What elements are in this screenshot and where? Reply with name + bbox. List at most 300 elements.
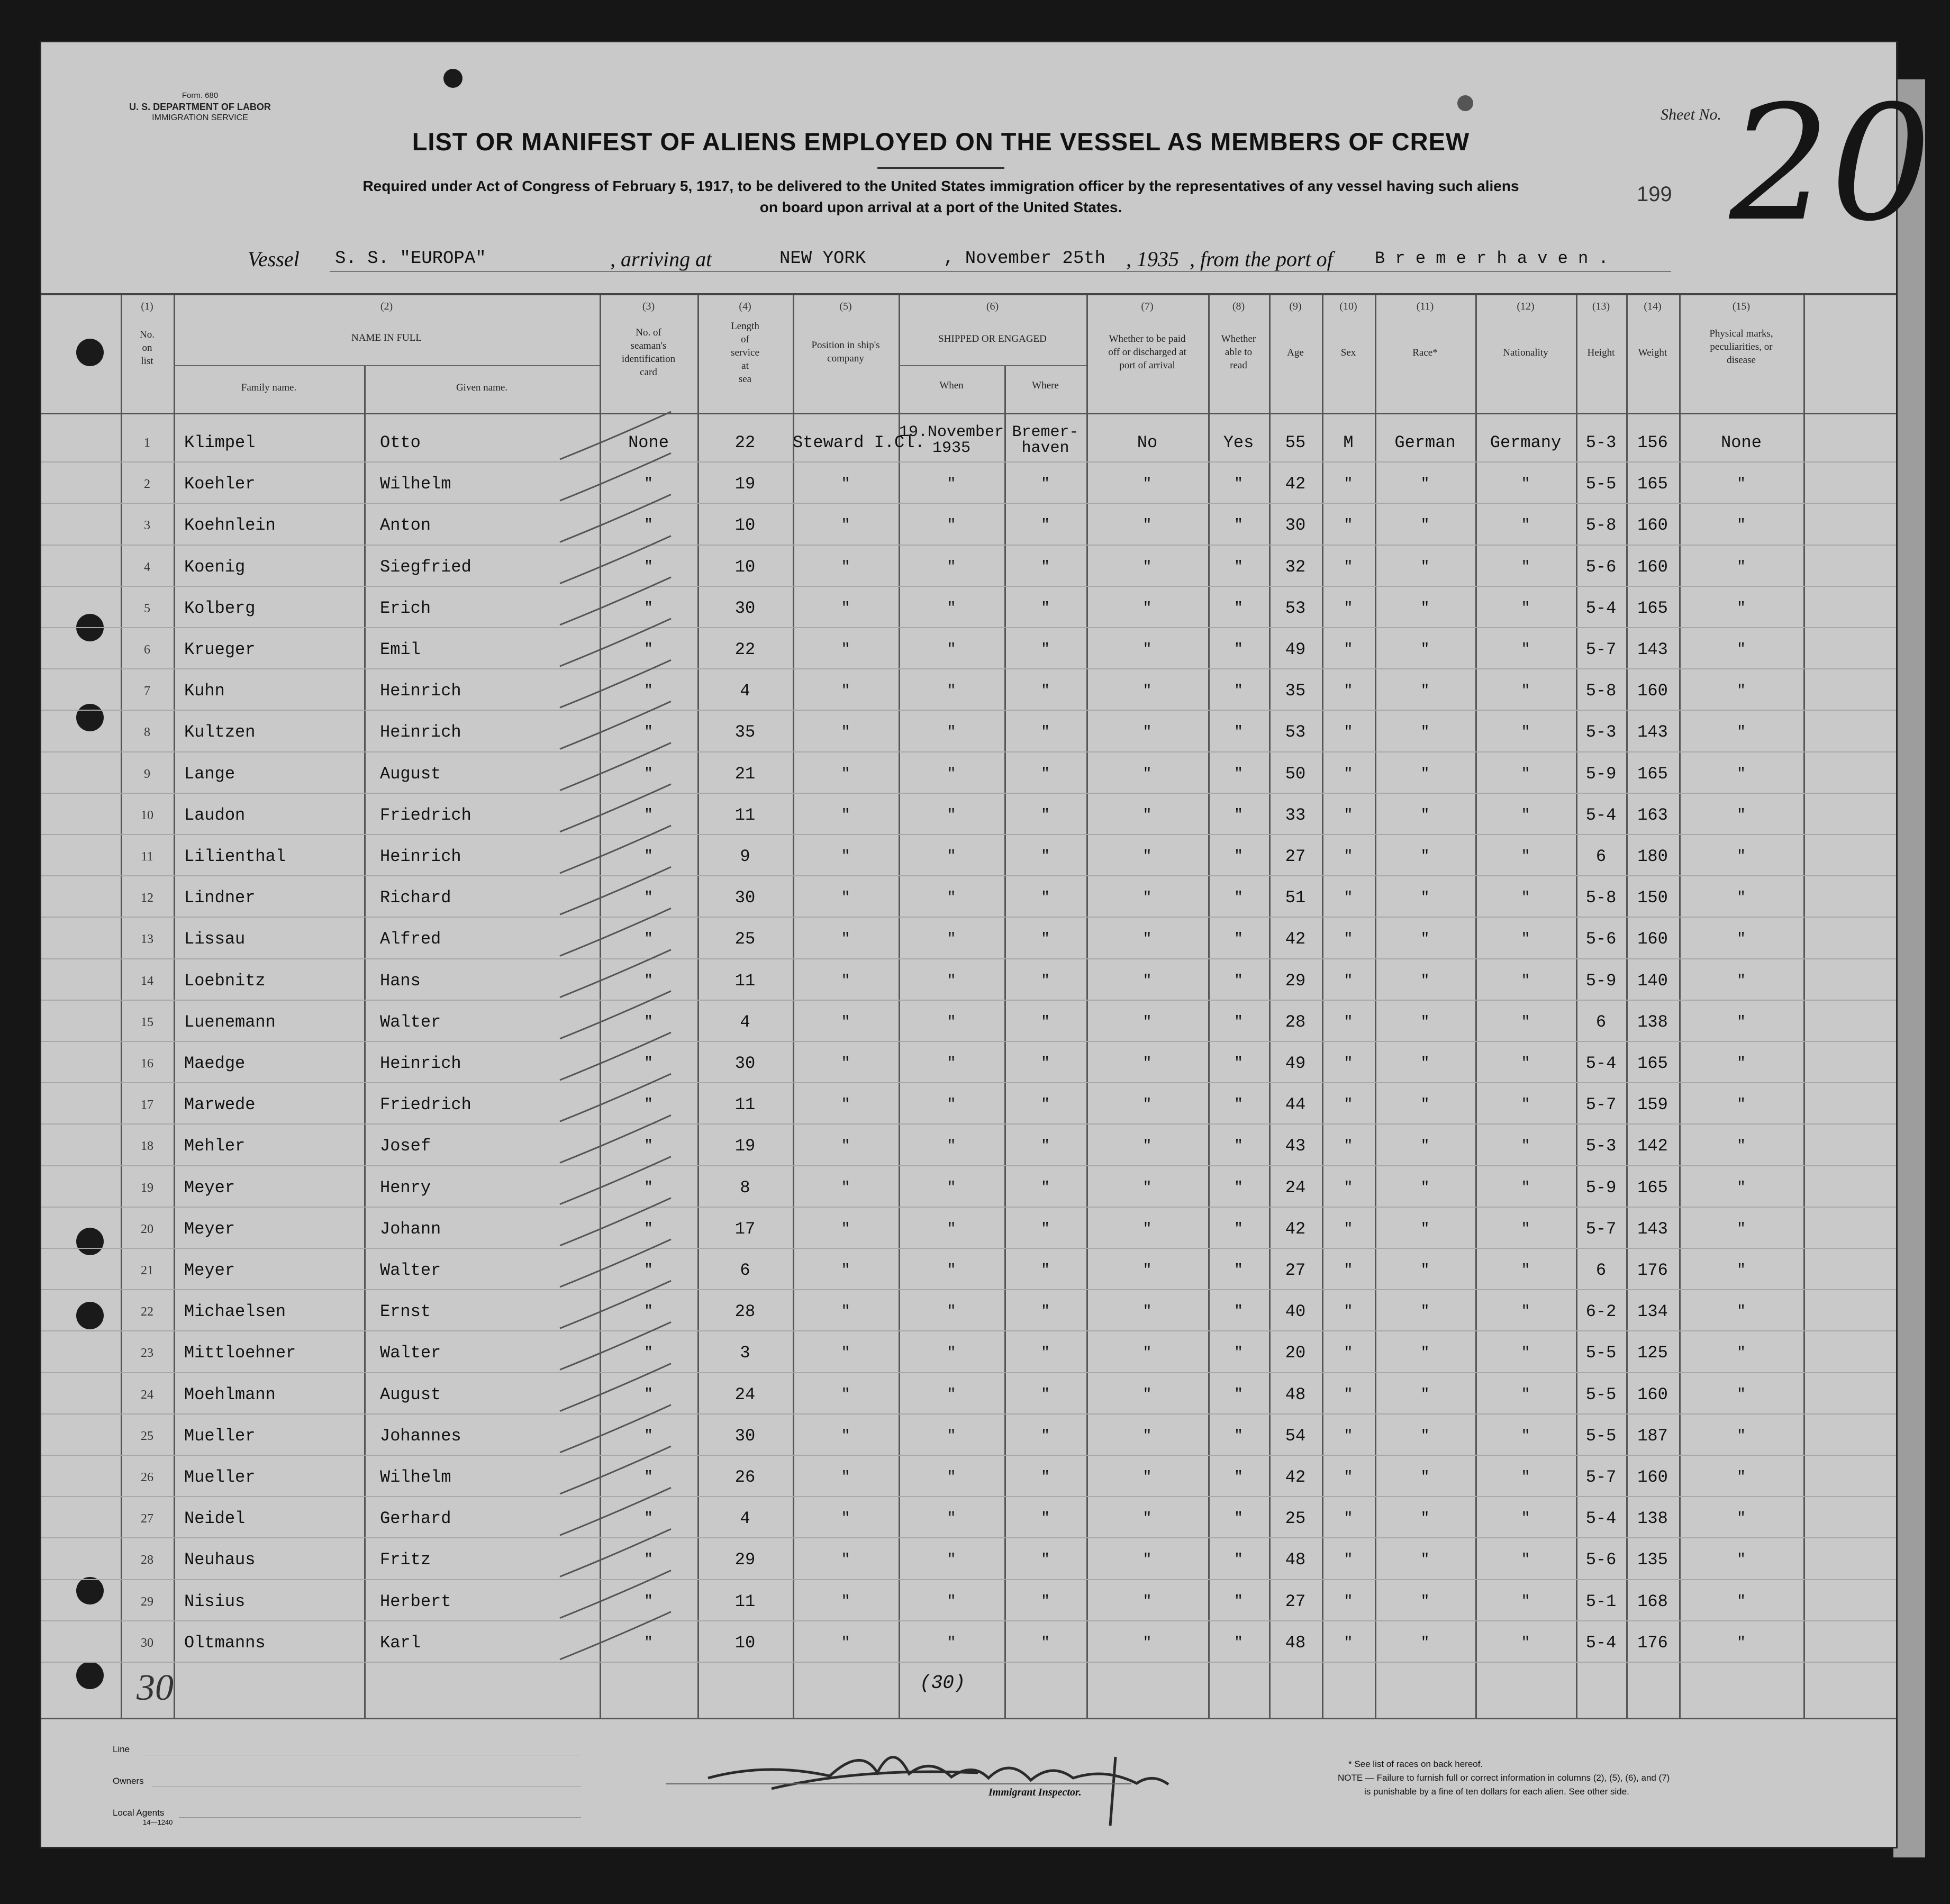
inspector-signature xyxy=(703,1725,1211,1831)
cell-ditto-mark: " xyxy=(841,806,850,823)
cell-ditto-mark: " xyxy=(1234,1510,1243,1527)
cell-ditto-mark: " xyxy=(644,641,653,658)
cell-ditto-mark: " xyxy=(644,1220,653,1237)
height-header: Height xyxy=(1587,347,1615,358)
cell-ditto-mark: " xyxy=(644,1055,653,1072)
cell-family-name: Oltmanns xyxy=(184,1633,266,1653)
cell-age: 54 xyxy=(1285,1426,1306,1446)
cell-sex: M xyxy=(1343,433,1354,452)
cell-given-name: Gerhard xyxy=(380,1509,451,1529)
cell-height: 5-4 xyxy=(1585,805,1617,825)
cell-family-name: Michaelsen xyxy=(184,1302,286,1322)
cell-ditto-mark: " xyxy=(1142,848,1152,865)
col4-header: Length of service at sea xyxy=(731,321,759,385)
cell-weight: 165 xyxy=(1637,1054,1668,1073)
cell-height: 5-4 xyxy=(1585,598,1617,618)
cell-weight: 143 xyxy=(1637,1219,1668,1239)
cell-weight: 160 xyxy=(1637,515,1668,536)
arriving-label: , arriving at xyxy=(610,247,712,271)
cell-ditto-mark: " xyxy=(1234,1262,1243,1279)
cell-ditto-mark: " xyxy=(644,724,653,741)
cell-ditto-mark: " xyxy=(1521,931,1530,948)
cell-age: 25 xyxy=(1285,1509,1306,1529)
cell-height: 5-6 xyxy=(1585,1550,1617,1570)
cell-height: 6 xyxy=(1595,847,1607,866)
cell-ditto-mark: " xyxy=(1234,1179,1243,1196)
cell-ditto-mark: " xyxy=(1420,558,1430,575)
cell-ditto-mark: " xyxy=(644,765,653,782)
race-footnote: * See list of races on back hereof. xyxy=(1348,1759,1483,1769)
cell-ditto-mark: " xyxy=(841,476,850,493)
cell-ditto-mark: " xyxy=(644,972,653,989)
cell-ditto-mark: " xyxy=(1234,476,1243,493)
cell-height: 5-3 xyxy=(1585,1136,1617,1156)
cell-service-length: 11 xyxy=(734,805,756,825)
cell-where-line1: Bremer- xyxy=(1012,423,1079,441)
cell-paid-off: No xyxy=(1137,433,1158,452)
cell-list-number: 12 xyxy=(141,891,153,905)
cell-ditto-mark: " xyxy=(947,1469,956,1485)
cell-ditto-mark: " xyxy=(1041,1427,1050,1444)
cell-service-length: 4 xyxy=(740,681,750,701)
cell-ditto-mark: " xyxy=(1521,848,1530,865)
cell-ditto-mark: " xyxy=(1521,476,1530,493)
col13-number: (13) xyxy=(1592,301,1610,312)
cell-ditto-mark: " xyxy=(1521,1138,1530,1155)
cell-height: 5-4 xyxy=(1585,1054,1617,1073)
cell-ditto-mark: " xyxy=(1420,683,1430,700)
cell-service-length: 10 xyxy=(734,515,756,536)
cell-family-name: Neidel xyxy=(184,1509,246,1529)
cell-ditto-mark: " xyxy=(1234,1013,1243,1030)
cell-service-length: 30 xyxy=(734,888,756,908)
cell-height: 5-7 xyxy=(1585,1467,1617,1487)
cell-ditto-mark: " xyxy=(1234,806,1243,823)
subtitle-line-2: on board upon arrival at a port of the United States. xyxy=(759,199,1122,215)
cell-ditto-mark: " xyxy=(947,890,956,906)
cell-height: 5-6 xyxy=(1585,929,1617,949)
cell-ditto-mark: " xyxy=(1344,765,1353,782)
cell-service-length: 10 xyxy=(734,1633,756,1653)
cell-nationality: Germany xyxy=(1490,433,1562,452)
cell-height: 5-3 xyxy=(1585,433,1617,452)
cell-ditto-mark: " xyxy=(947,558,956,575)
cell-family-name: Laudon xyxy=(184,805,246,825)
cell-ditto-mark: " xyxy=(1142,1552,1152,1568)
cell-list-number: 17 xyxy=(141,1098,153,1112)
cell-ditto-mark: " xyxy=(1041,1634,1050,1651)
cell-ditto-mark: " xyxy=(947,600,956,616)
cell-ditto-mark: " xyxy=(1041,1096,1050,1113)
pencil-check-mark xyxy=(560,536,671,584)
cell-list-number: 25 xyxy=(141,1429,153,1443)
cell-age: 43 xyxy=(1285,1136,1306,1156)
cell-ditto-mark: " xyxy=(1344,1262,1353,1279)
cell-list-number: 27 xyxy=(141,1512,153,1526)
cell-height: 5-6 xyxy=(1585,557,1617,577)
cell-age: 44 xyxy=(1285,1095,1306,1115)
cell-height: 5-7 xyxy=(1585,1219,1617,1239)
cell-height: 5-3 xyxy=(1585,722,1617,742)
cell-ditto-mark: " xyxy=(1737,806,1746,823)
cell-given-name: Erich xyxy=(380,598,431,618)
cell-ditto-mark: " xyxy=(1142,931,1152,948)
cell-ditto-mark: " xyxy=(1521,1220,1530,1237)
cell-weight: 150 xyxy=(1637,888,1668,908)
cell-family-name: Kultzen xyxy=(184,722,256,742)
cell-given-name: Alfred xyxy=(380,929,441,949)
cell-ditto-mark: " xyxy=(841,1096,850,1113)
cell-weight: 163 xyxy=(1637,805,1668,825)
col14-number: (14) xyxy=(1644,301,1662,312)
cell-ditto-mark: " xyxy=(1420,1179,1430,1196)
cell-age: 35 xyxy=(1285,681,1306,701)
cell-ditto-mark: " xyxy=(1234,1096,1243,1113)
cell-ditto-mark: " xyxy=(841,1469,850,1485)
cell-service-length: 6 xyxy=(740,1261,750,1280)
cell-ditto-mark: " xyxy=(1344,517,1353,534)
cell-ditto-mark: " xyxy=(1521,972,1530,989)
cell-ditto-mark: " xyxy=(841,1303,850,1320)
cell-ditto-mark: " xyxy=(1344,1055,1353,1072)
table-bottom-rule xyxy=(41,1718,1896,1719)
cell-ditto-mark: " xyxy=(1041,972,1050,989)
signature-rule xyxy=(666,1783,1131,1784)
cell-height: 6-2 xyxy=(1585,1302,1617,1322)
pencil-check-mark xyxy=(560,1281,671,1328)
col2-number: (2) xyxy=(380,301,393,312)
cell-ditto-mark: " xyxy=(1041,1013,1050,1030)
cell-height: 6 xyxy=(1595,1261,1607,1280)
cell-age: 49 xyxy=(1285,640,1306,659)
pencil-check-mark xyxy=(560,743,671,791)
cell-ditto-mark: " xyxy=(644,1427,653,1444)
cell-ditto-mark: " xyxy=(1234,1138,1243,1155)
cell-ditto-mark: " xyxy=(1521,765,1530,782)
cell-service-length: 4 xyxy=(740,1012,750,1032)
cell-ditto-mark: " xyxy=(1521,1055,1530,1072)
cell-ditto-mark: " xyxy=(1142,1634,1152,1651)
cell-ditto-mark: " xyxy=(1142,641,1152,658)
cell-service-length: 30 xyxy=(734,1054,756,1073)
cell-ditto-mark: " xyxy=(1344,724,1353,741)
cell-ditto-mark: " xyxy=(1142,1593,1152,1610)
col6-header: SHIPPED OR ENGAGED xyxy=(938,333,1047,344)
cell-when-line1: 19.November xyxy=(899,423,1004,441)
pencil-check-mark xyxy=(560,826,671,873)
cell-ditto-mark: " xyxy=(1142,476,1152,493)
cell-ditto-mark: " xyxy=(1737,765,1746,782)
cell-age: 48 xyxy=(1285,1550,1306,1570)
cell-ditto-mark: " xyxy=(841,683,850,700)
cell-ditto-mark: " xyxy=(1041,641,1050,658)
cell-ditto-mark: " xyxy=(1521,683,1530,700)
cell-ditto-mark: " xyxy=(1234,1345,1243,1362)
cell-ditto-mark: " xyxy=(644,600,653,616)
cell-list-number: 5 xyxy=(144,601,150,615)
cell-age: 53 xyxy=(1285,722,1306,742)
cell-ditto-mark: " xyxy=(947,641,956,658)
cell-family-name: Lilienthal xyxy=(184,847,286,866)
cell-list-number: 15 xyxy=(141,1015,153,1029)
cell-list-number: 1 xyxy=(144,436,150,450)
cell-family-name: Luenemann xyxy=(184,1012,276,1032)
pencil-check-mark xyxy=(560,1446,671,1494)
owners-label: Owners xyxy=(113,1776,144,1786)
cell-given-name: Otto xyxy=(380,433,421,452)
where-header: Where xyxy=(1032,380,1059,391)
cell-age: 29 xyxy=(1285,971,1306,991)
cell-ditto-mark: " xyxy=(1420,1220,1430,1237)
cell-ditto-mark: " xyxy=(1234,931,1243,948)
cell-list-number: 19 xyxy=(141,1181,153,1195)
cell-ditto-mark: " xyxy=(644,931,653,948)
arrival-date: , November 25th xyxy=(944,249,1106,269)
cell-ditto-mark: " xyxy=(1521,517,1530,534)
cell-ditto-mark: " xyxy=(1142,558,1152,575)
col1-header: No. on list xyxy=(140,329,155,367)
cell-ditto-mark: " xyxy=(1737,1427,1746,1444)
cell-ditto-mark: " xyxy=(644,1593,653,1610)
cell-weight: 140 xyxy=(1637,971,1668,991)
cell-ditto-mark: " xyxy=(1737,890,1746,906)
vessel-name: S. S. "EUROPA" xyxy=(335,249,486,269)
cell-ditto-mark: " xyxy=(1041,931,1050,948)
pencil-check-mark xyxy=(560,660,671,708)
cell-ditto-mark: " xyxy=(1234,517,1243,534)
cell-weight: 160 xyxy=(1637,681,1668,701)
cell-height: 5-8 xyxy=(1585,888,1617,908)
manifest-sheet xyxy=(41,42,1931,1847)
cell-ditto-mark: " xyxy=(1420,890,1430,906)
cell-ditto-mark: " xyxy=(1234,1593,1243,1610)
cell-ditto-mark: " xyxy=(1344,1096,1353,1113)
cell-ditto-mark: " xyxy=(1142,683,1152,700)
cell-ditto-mark: " xyxy=(1041,1345,1050,1362)
cell-ditto-mark: " xyxy=(1521,1469,1530,1485)
cell-ditto-mark: " xyxy=(947,1303,956,1320)
cell-family-name: Koehnlein xyxy=(184,515,276,536)
cell-height: 5-7 xyxy=(1585,640,1617,659)
cell-weight: 142 xyxy=(1637,1136,1668,1156)
cell-ditto-mark: " xyxy=(947,1262,956,1279)
cell-ditto-mark: " xyxy=(644,1138,653,1155)
sheet-label: Sheet No. xyxy=(1661,106,1721,123)
cell-family-name: Koenig xyxy=(184,557,246,577)
cell-ditto-mark: " xyxy=(841,641,850,658)
cell-list-number: 29 xyxy=(141,1594,153,1609)
pencil-check-mark xyxy=(560,991,671,1039)
cell-age: 48 xyxy=(1285,1633,1306,1653)
cell-ditto-mark: " xyxy=(947,848,956,865)
nationality-header: Nationality xyxy=(1503,347,1548,358)
cell-ditto-mark: " xyxy=(1344,683,1353,700)
pencil-check-mark xyxy=(560,1115,671,1163)
cell-height: 5-5 xyxy=(1585,474,1617,494)
cell-ditto-mark: " xyxy=(1737,1179,1746,1196)
cell-weight: 176 xyxy=(1637,1261,1668,1280)
cell-height: 5-4 xyxy=(1585,1509,1617,1529)
cell-service-length: 24 xyxy=(734,1384,756,1404)
cell-ditto-mark: " xyxy=(1142,806,1152,823)
cell-ditto-mark: " xyxy=(947,1593,956,1610)
cell-age: 42 xyxy=(1285,474,1306,494)
pencil-check-mark xyxy=(560,1074,671,1121)
pencil-check-mark xyxy=(560,412,671,459)
pencil-check-mark xyxy=(560,908,671,956)
cell-family-name: Krueger xyxy=(184,640,256,659)
cell-ditto-mark: " xyxy=(1737,600,1746,616)
cell-ditto-mark: " xyxy=(1521,641,1530,658)
cell-height: 5-8 xyxy=(1585,515,1617,536)
cell-ditto-mark: " xyxy=(644,1096,653,1113)
cell-age: 28 xyxy=(1285,1012,1306,1032)
cell-ditto-mark: " xyxy=(1737,1386,1746,1403)
cell-given-name: Johann xyxy=(380,1219,441,1239)
cell-family-name: Mueller xyxy=(184,1426,256,1446)
cell-ditto-mark: " xyxy=(1142,1179,1152,1196)
cell-ditto-mark: " xyxy=(644,1386,653,1403)
cell-ditto-mark: " xyxy=(1142,1510,1152,1527)
cell-ditto-mark: " xyxy=(947,1055,956,1072)
cell-ditto-mark: " xyxy=(1521,1303,1530,1320)
subtitle-line-1: Required under Act of Congress of February 5, 1917, to be delivered to the United States immigration officer by the representatives of any vessel having such aliens xyxy=(362,178,1519,194)
cell-ditto-mark: " xyxy=(947,1179,956,1196)
cell-ditto-mark: " xyxy=(1344,1552,1353,1568)
underlying-sheet-edge xyxy=(1893,79,1925,1857)
cell-ditto-mark: " xyxy=(1420,517,1430,534)
cell-service-length: 10 xyxy=(734,557,756,577)
cell-ditto-mark: " xyxy=(1737,1303,1746,1320)
agents-field xyxy=(179,1817,581,1818)
cell-age: 27 xyxy=(1285,847,1306,866)
cell-ditto-mark: " xyxy=(1234,1055,1243,1072)
sheet-number: 20 xyxy=(1729,71,1931,256)
cell-given-name: Anton xyxy=(380,515,431,536)
cell-ditto-mark: " xyxy=(1041,1138,1050,1155)
cell-ditto-mark: " xyxy=(947,1345,956,1362)
cell-ditto-mark: " xyxy=(841,890,850,906)
cell-ditto-mark: " xyxy=(1344,1138,1353,1155)
cell-given-name: Walter xyxy=(380,1261,441,1280)
from-label: , from the port of xyxy=(1190,247,1333,271)
cell-ditto-mark: " xyxy=(1142,1469,1152,1485)
cell-ditto-mark: " xyxy=(1234,1427,1243,1444)
cell-ditto-mark: " xyxy=(1142,1303,1152,1320)
department-label: U. S. DEPARTMENT OF LABOR xyxy=(129,102,271,112)
cell-ditto-mark: " xyxy=(1420,1013,1430,1030)
cell-weight: 160 xyxy=(1637,557,1668,577)
cell-ditto-mark: " xyxy=(1344,1220,1353,1237)
cell-ditto-mark: " xyxy=(1234,724,1243,741)
cell-ditto-mark: " xyxy=(841,1138,850,1155)
col5-header: Position in ship's company xyxy=(811,340,880,364)
cell-ditto-mark: " xyxy=(1521,1262,1530,1279)
weight-header: Weight xyxy=(1638,347,1667,358)
cell-given-name: Friedrich xyxy=(380,1095,471,1115)
cell-ditto-mark: " xyxy=(1521,558,1530,575)
cell-ditto-mark: " xyxy=(644,1262,653,1279)
cell-list-number: 21 xyxy=(141,1264,153,1277)
cell-able-to-read: Yes xyxy=(1223,433,1254,452)
cell-list-number: 3 xyxy=(144,519,150,533)
cell-ditto-mark: " xyxy=(1041,1179,1050,1196)
cell-list-number: 4 xyxy=(144,560,150,574)
cell-ditto-mark: " xyxy=(1420,1634,1430,1651)
cell-ditto-mark: " xyxy=(1344,848,1353,865)
cell-ditto-mark: " xyxy=(1737,972,1746,989)
cell-service-length: 21 xyxy=(734,764,756,784)
pencil-check-mark xyxy=(560,1571,671,1618)
cell-service-length: 22 xyxy=(734,433,756,452)
cell-ditto-mark: " xyxy=(1420,1427,1430,1444)
cell-list-number: 30 xyxy=(141,1636,153,1650)
pencil-check-mark xyxy=(560,1157,671,1204)
col8-header: Whether able to read xyxy=(1221,333,1256,371)
cell-list-number: 26 xyxy=(141,1471,153,1484)
cell-ditto-mark: " xyxy=(1041,1469,1050,1485)
cell-ditto-mark: " xyxy=(1521,1510,1530,1527)
pencil-check-mark xyxy=(560,453,671,501)
cell-family-name: Klimpel xyxy=(184,433,256,452)
cell-age: 40 xyxy=(1285,1302,1306,1322)
cell-ditto-mark: " xyxy=(1344,1593,1353,1610)
cell-ditto-mark: " xyxy=(1521,890,1530,906)
cell-ditto-mark: " xyxy=(1234,765,1243,782)
cell-ditto-mark: " xyxy=(1737,1013,1746,1030)
cell-ditto-mark: " xyxy=(1142,1138,1152,1155)
cell-ditto-mark: " xyxy=(1041,683,1050,700)
cell-service-length: 8 xyxy=(740,1177,750,1198)
cell-given-name: Siegfried xyxy=(380,557,471,577)
cell-service-length: 4 xyxy=(740,1509,750,1529)
cell-ditto-mark: " xyxy=(947,931,956,948)
cell-race: German xyxy=(1394,433,1456,452)
cell-ditto-mark: " xyxy=(1142,724,1152,741)
cell-age: 48 xyxy=(1285,1384,1306,1404)
cell-ditto-mark: " xyxy=(1737,1055,1746,1072)
pencil-check-mark xyxy=(560,867,671,914)
cell-list-number: 14 xyxy=(141,974,153,988)
cell-ditto-mark: " xyxy=(644,1510,653,1527)
cell-ditto-mark: " xyxy=(1041,1593,1050,1610)
cell-given-name: Heinrich xyxy=(380,681,461,701)
cell-ditto-mark: " xyxy=(1521,1634,1530,1651)
pencil-check-mark xyxy=(560,1322,671,1370)
service-label: IMMIGRATION SERVICE xyxy=(152,113,248,122)
cell-ditto-mark: " xyxy=(841,1262,850,1279)
cell-ditto-mark: " xyxy=(947,1386,956,1403)
col15-header: Physical marks, peculiarities, or disease xyxy=(1709,328,1773,366)
cell-service-length: 19 xyxy=(734,474,756,494)
cell-ditto-mark: " xyxy=(947,517,956,534)
pencil-check-mark xyxy=(560,619,671,666)
cell-ditto-mark: " xyxy=(1737,1510,1746,1527)
cell-age: 51 xyxy=(1285,888,1306,908)
cell-ditto-mark: " xyxy=(1142,1096,1152,1113)
cell-ditto-mark: " xyxy=(1234,1634,1243,1651)
cell-ditto-mark: " xyxy=(1737,1138,1746,1155)
cell-ditto-mark: " xyxy=(1234,890,1243,906)
cell-when-line2: 1935 xyxy=(932,439,971,457)
pencil-check-mark xyxy=(560,1032,671,1080)
cell-list-number: 2 xyxy=(144,477,150,492)
margin-note: 30 xyxy=(137,1667,174,1708)
cell-ditto-mark: " xyxy=(1344,1510,1353,1527)
pencil-check-mark xyxy=(560,1239,671,1287)
cell-ditto-mark: " xyxy=(1420,972,1430,989)
cell-height: 5-1 xyxy=(1585,1591,1617,1611)
